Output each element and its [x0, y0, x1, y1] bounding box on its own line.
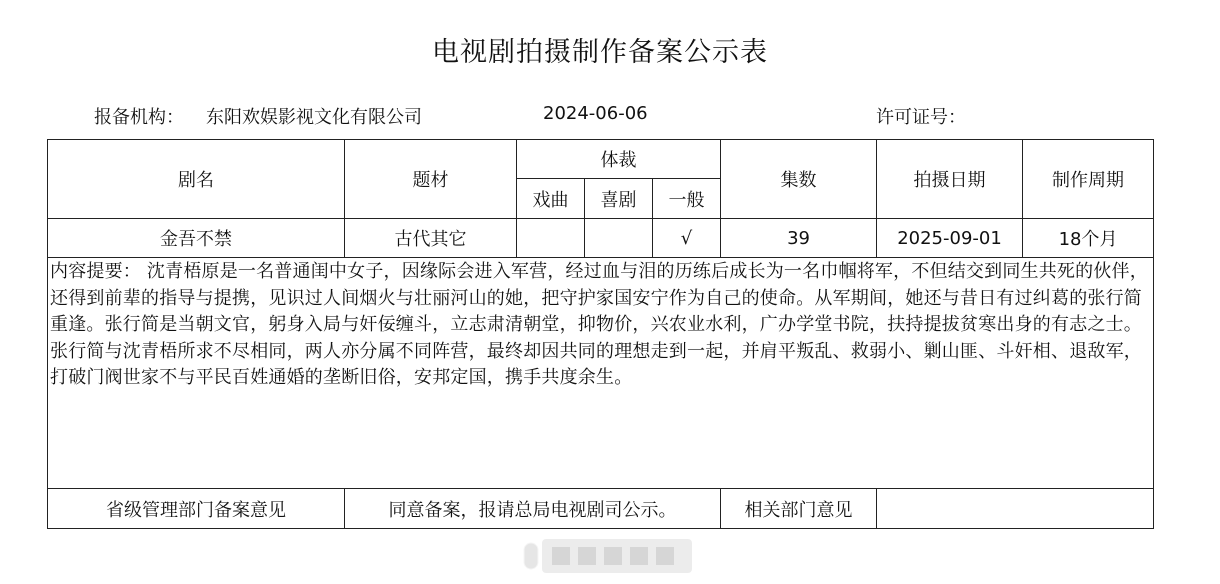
header-period: 制作周期 — [1023, 140, 1154, 219]
provincial-label: 省级管理部门备案意见 — [48, 489, 345, 529]
provincial-opinion: 同意备案，报请总局电视剧司公示。 — [345, 489, 721, 529]
cell-genre-opera — [517, 219, 585, 258]
cell-period: 18个月 — [1023, 219, 1154, 258]
synopsis: 内容提要： 沈青梧原是一名普通闺中女子，因缘际会进入军营，经过血与泪的历练后成长为一名巾帼将军，不但结交到同生共死的伙伴，还得到前辈的指导与提携，见识过人间烟火与壮丽河山的她，把守护家国安宁作为自己的使命。从军期间，她还与昔日有过纠葛的张行简重逢。张行简是当朝文官，躬身入局与奸佞缠斗，立志肃清朝堂，抑物价，兴农业水利，广办学堂书院，扶持提拔贫寒出身的有志之士。张行简与沈青梧所求不尽相同，两人亦分属不同阵营，最终却因共同的理想走到一起，并肩平叛乱、救弱小、剿山匪、斗奸相、退敌军，打破门阀世家不与平民百姓通婚的垄断旧俗，安邦定国，携手共度余生。 — [48, 258, 1154, 489]
header-subject: 题材 — [345, 140, 517, 219]
cell-shoot-date: 2025-09-01 — [877, 219, 1023, 258]
cell-episodes: 39 — [721, 219, 877, 258]
header-genre-comedy: 喜剧 — [585, 179, 653, 219]
header-shoot-date: 拍摄日期 — [877, 140, 1023, 219]
cell-genre-general: √ — [653, 219, 721, 258]
cell-genre-comedy — [585, 219, 653, 258]
page-title: 电视剧拍摄制作备案公示表 — [432, 37, 768, 68]
header-name: 剧名 — [48, 140, 345, 219]
related-label: 相关部门意见 — [721, 489, 877, 529]
header-genre-opera: 戏曲 — [517, 179, 585, 219]
cell-subject: 古代其它 — [345, 219, 517, 258]
header-genre-general: 一般 — [653, 179, 721, 219]
weibo-watermark-icon — [522, 537, 694, 575]
org-label: 报备机构： — [94, 107, 184, 128]
org-name: 东阳欢娱影视文化有限公司 — [206, 107, 422, 128]
filing-date: 2024-06-06 — [543, 103, 648, 124]
header-episodes: 集数 — [721, 140, 877, 219]
related-opinion — [877, 489, 1154, 529]
cell-name: 金吾不禁 — [48, 219, 345, 258]
header-genre: 体裁 — [517, 140, 721, 179]
license-label: 许可证号： — [876, 107, 966, 128]
filing-table — [47, 139, 1154, 529]
